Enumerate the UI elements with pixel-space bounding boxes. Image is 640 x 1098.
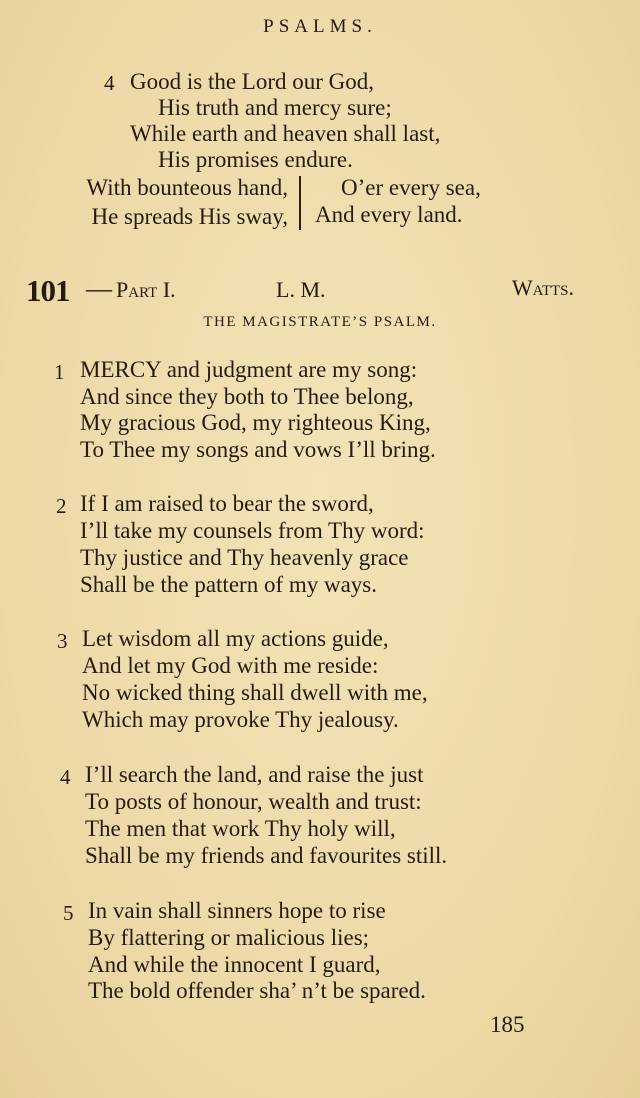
hymn-number: 101 [26, 273, 70, 308]
hymn-title: THE MAGISTRATE’S PSALM. [203, 314, 437, 330]
stanza-line: MERCY and judgment are my song: [80, 357, 418, 382]
prev-split-left-line: With bounteous hand, [86, 175, 288, 200]
stanza-number: 1 [54, 360, 65, 384]
stanza-line: No wicked thing shall dwell with me, [82, 680, 428, 705]
stanza-line: Shall be my friends and favourites still. [85, 843, 448, 868]
stanza-line: To posts of honour, wealth and trust: [85, 789, 422, 814]
stanza-number: 2 [56, 494, 67, 518]
prev-line: His promises endure. [158, 147, 353, 172]
stanza-number: 5 [63, 901, 74, 925]
prev-split-left-line: He spreads His sway, [91, 204, 288, 229]
stanza-line: Which may provoke Thy jealousy. [82, 707, 399, 732]
stanza-number: 3 [57, 629, 68, 653]
stanza-line: If I am raised to bear the sword, [80, 491, 374, 516]
stanza-line: I’ll take my counsels from Thy word: [80, 518, 425, 543]
page-number: 185 [490, 1012, 525, 1037]
stanza-line: My gracious God, my righteous King, [80, 410, 431, 435]
stanza-line: Thy justice and Thy heavenly grace [80, 545, 409, 570]
stanza-line: The bold offender sha’ n’t be spared. [88, 978, 426, 1003]
stanza-line: And let my God with me reside: [82, 653, 379, 678]
stanza-number: 4 [60, 765, 71, 789]
hymn-meter: L. M. [276, 277, 326, 302]
stanza-line: To Thee my songs and vows I’ll bring. [80, 437, 436, 462]
prev-line: While earth and heaven shall last, [130, 121, 441, 146]
stanza-line: And while the innocent I guard, [88, 952, 381, 977]
running-title: PSALMS. [263, 16, 377, 37]
hymn-author: Watts. [511, 275, 574, 300]
hymn-part: Part I. [116, 277, 176, 302]
prev-stanza-number: 4 [104, 71, 115, 95]
stanza-line: The men that work Thy holy will, [85, 816, 396, 841]
stanza-line: By flattering or malicious lies; [88, 925, 370, 950]
prev-line: His truth and mercy sure; [158, 95, 392, 120]
prev-split-right-line: O’er every sea, [341, 175, 481, 200]
prev-split-right-line: And every land. [315, 202, 463, 227]
stanza-line: And since they both to Thee belong, [80, 384, 414, 409]
stanza-line: Shall be the pattern of my ways. [80, 572, 378, 597]
prev-line: Good is the Lord our God, [130, 69, 375, 94]
split-divider [299, 176, 301, 230]
stanza-line: I’ll search the land, and raise the just [85, 762, 424, 787]
stanza-line: Let wisdom all my actions guide, [82, 626, 389, 651]
hymn-dash: — [86, 274, 112, 303]
stanza-line: In vain shall sinners hope to rise [88, 898, 386, 923]
